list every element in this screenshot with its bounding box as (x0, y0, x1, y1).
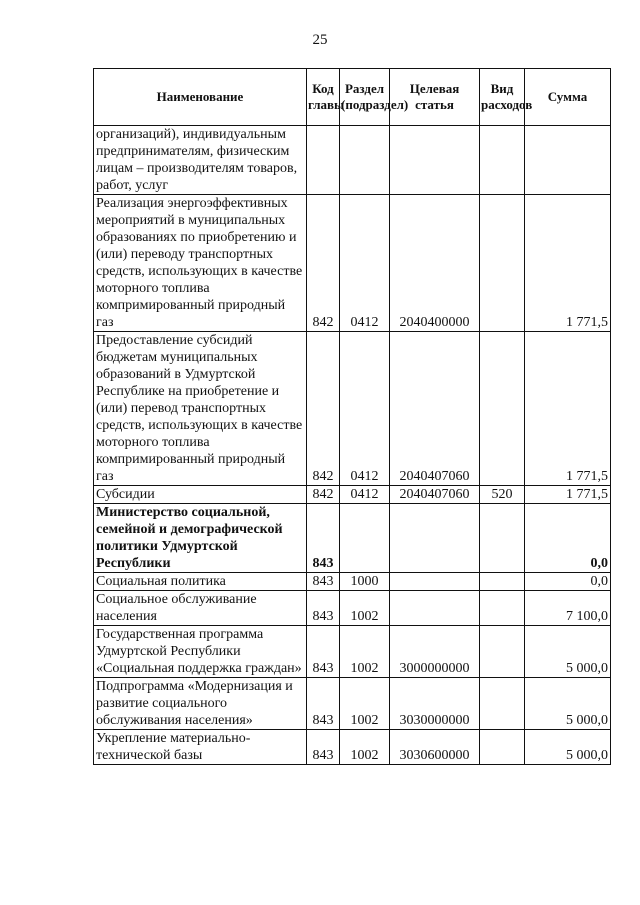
table-row (94, 504, 611, 573)
row-chapter: 843 (307, 573, 340, 591)
row-section: 1002 (340, 626, 390, 678)
row-name: Социальная политика (94, 573, 307, 591)
row-expense-type (480, 678, 525, 730)
row-chapter: 843 (307, 730, 340, 765)
row-expense-type (480, 195, 525, 332)
table-row (94, 730, 611, 765)
row-section: 1002 (340, 591, 390, 626)
table-row (94, 195, 611, 332)
row-expense-type (480, 730, 525, 765)
row-target: 3030000000 (390, 678, 480, 730)
row-amount: 5 000,0 (525, 730, 611, 765)
row-chapter: 842 (307, 332, 340, 486)
row-target (390, 504, 480, 573)
row-name: Государственная программа Удмуртской Республики «Социальная поддержка граждан» (94, 626, 307, 678)
header-name: Наименование (94, 69, 307, 126)
row-chapter: 843 (307, 504, 340, 573)
row-name: Предоставление субсидий бюджетам муниципальных образований в Удмуртской Республике на приобретение и (или) перевод транспортных средств, использующих в качестве моторного топлива компримированный природный газ (94, 332, 307, 486)
row-expense-type (480, 573, 525, 591)
row-chapter: 842 (307, 195, 340, 332)
row-name: Субсидии (94, 486, 307, 504)
row-section: 1002 (340, 730, 390, 765)
row-amount: 1 771,5 (525, 332, 611, 486)
header-expense-type: Вид расходов (480, 69, 525, 126)
row-name: Министерство социальной, семейной и демографической политики Удмуртской Республики (94, 504, 307, 573)
row-section: 0412 (340, 332, 390, 486)
row-target: 2040407060 (390, 486, 480, 504)
row-expense-type (480, 126, 525, 195)
row-chapter: 843 (307, 678, 340, 730)
table-row (94, 591, 611, 626)
row-expense-type (480, 504, 525, 573)
row-section: 0412 (340, 195, 390, 332)
row-name: организаций), индивидуальным предпринимателям, физическим лицам – производителям товаров, работ, услуг (94, 126, 307, 195)
row-amount: 1 771,5 (525, 486, 611, 504)
row-name: Социальное обслуживание населения (94, 591, 307, 626)
row-section (340, 504, 390, 573)
table-row (94, 126, 611, 195)
table-body (94, 126, 611, 765)
page-number: 25 (312, 32, 328, 48)
row-amount: 5 000,0 (525, 626, 611, 678)
header-amount: Сумма (525, 69, 611, 126)
row-section: 1002 (340, 678, 390, 730)
table-row (94, 678, 611, 730)
row-section: 1000 (340, 573, 390, 591)
row-target (390, 126, 480, 195)
header-chapter-code: Код главы (307, 69, 340, 126)
row-name: Подпрограмма «Модернизация и развитие социального обслуживания населения» (94, 678, 307, 730)
row-chapter: 843 (307, 591, 340, 626)
row-target: 2040407060 (390, 332, 480, 486)
header-target-article: Целевая статья (390, 69, 480, 126)
row-chapter: 842 (307, 486, 340, 504)
row-amount: 1 771,5 (525, 195, 611, 332)
table-row (94, 486, 611, 504)
row-target: 3030600000 (390, 730, 480, 765)
row-target (390, 573, 480, 591)
row-amount (525, 126, 611, 195)
row-chapter: 843 (307, 626, 340, 678)
row-chapter (307, 126, 340, 195)
table-row (94, 573, 611, 591)
row-section: 0412 (340, 486, 390, 504)
header-section: Раздел (подраздел) (340, 69, 390, 126)
row-name: Реализация энергоэффективных мероприятий в муниципальных образованиях по приобретению и (или) переводу транспортных средств, использующих в качестве моторного топлива компримированный природный газ (94, 195, 307, 332)
row-amount: 5 000,0 (525, 678, 611, 730)
row-amount: 0,0 (525, 573, 611, 591)
row-expense-type (480, 332, 525, 486)
row-expense-type: 520 (480, 486, 525, 504)
table-header-row (94, 69, 611, 126)
row-expense-type (480, 626, 525, 678)
row-target (390, 591, 480, 626)
row-expense-type (480, 591, 525, 626)
row-target: 3000000000 (390, 626, 480, 678)
budget-table (93, 68, 611, 765)
row-name: Укрепление материально-технической базы (94, 730, 307, 765)
row-section (340, 126, 390, 195)
table-row (94, 626, 611, 678)
row-target: 2040400000 (390, 195, 480, 332)
table-row (94, 332, 611, 486)
row-amount: 7 100,0 (525, 591, 611, 626)
row-amount: 0,0 (525, 504, 611, 573)
